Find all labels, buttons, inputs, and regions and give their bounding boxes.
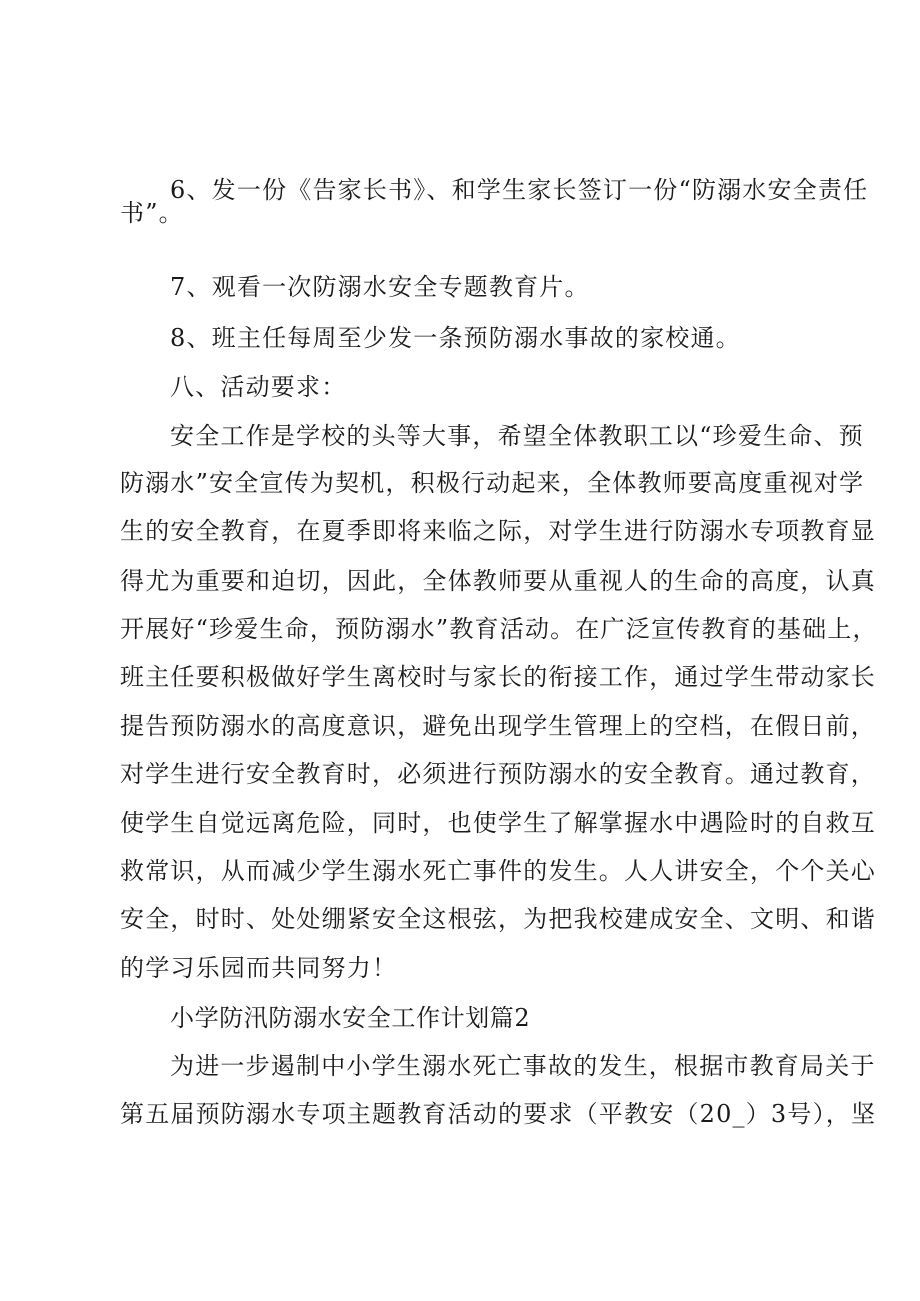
text-line: 使学生自觉远离危险，同时，也使学生了解掌握水中遇险时的自救互 [120, 809, 876, 837]
text-line: 的学习乐园而共同努力！ [120, 954, 398, 982]
text-line: 7、观看一次防溺水安全专题教育片。 [170, 273, 590, 301]
text-line: 班主任要积极做好学生离校时与家长的衔接工作，通过学生带动家长 [120, 663, 876, 691]
text-line: 第五届预防溺水专项主题教育活动的要求（平教安（20_）3号），坚 [120, 1100, 877, 1128]
article-title: 小学防汛防溺水安全工作计划篇2 [170, 1004, 531, 1032]
text-line: 得尤为重要和迫切，因此，全体教师要从重视人的生命的高度，认真 [120, 567, 876, 595]
text-line: 对学生进行安全教育时，必须进行预防溺水的安全教育。通过教育， [120, 760, 876, 788]
section-heading: 八、活动要求： [170, 373, 347, 401]
text-line: 开展好“珍爱生命，预防溺水”教育活动。在广泛宣传教育的基础上， [120, 615, 878, 643]
text-line: 安全，时时、处处绷紧安全这根弦，为把我校建成安全、文明、和谐 [120, 905, 876, 933]
text-line: 为进一步遏制中小学生溺水死亡事故的发生，根据市教育局关于 [170, 1052, 876, 1080]
text-line: 救常识，从而减少学生溺水死亡事件的发生。人人讲安全，个个关心 [120, 857, 876, 885]
text-line: 安全工作是学校的头等大事，希望全体教职工以“珍爱生命、预 [170, 422, 864, 450]
text-line: 书”。 [120, 199, 184, 227]
text-line: 6、发一份《告家长书》、和学生家长签订一份“防溺水安全责任 [170, 176, 869, 204]
text-line: 提告预防溺水的高度意识，避免出现学生管理上的空档，在假日前， [120, 712, 876, 740]
text-line: 防溺水”安全宣传为契机，积极行动起来，全体教师要高度重视对学 [120, 469, 865, 497]
text-line: 生的安全教育，在夏季即将来临之际，对学生进行防溺水专项教育显 [120, 517, 876, 545]
text-line: 8、班主任每周至少发一条预防溺水事故的家校通。 [170, 324, 741, 352]
